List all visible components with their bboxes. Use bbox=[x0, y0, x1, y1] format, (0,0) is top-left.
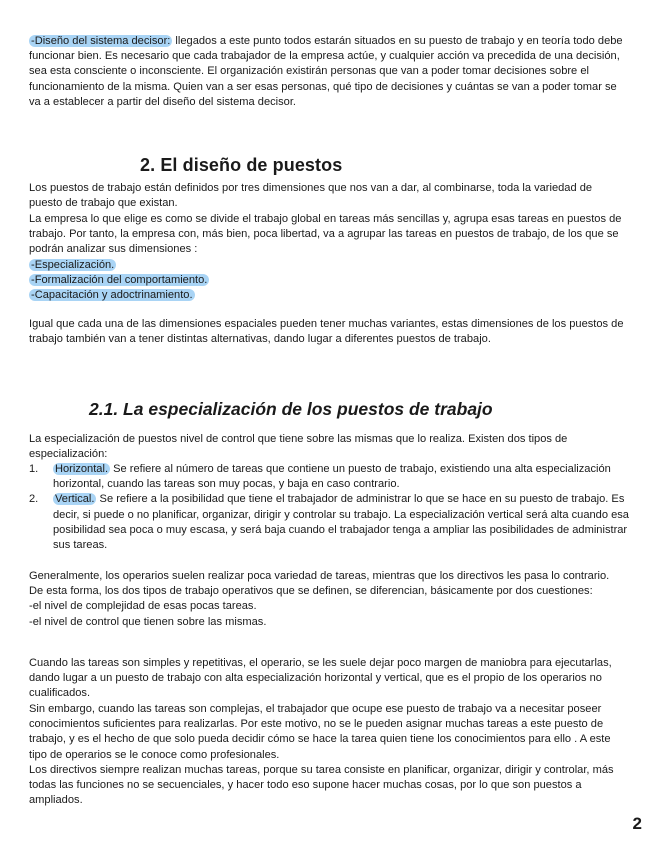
dimensions-list bbox=[29, 258, 625, 304]
list-item bbox=[29, 462, 629, 492]
paragraph-2-item-b: -el nivel de control que tienen sobre las mismas. bbox=[29, 615, 267, 628]
section-2-1-paragraph-4: Sin embargo, cuando las tareas son complejas, el trabajador que ocupe ese puesto de trabajo va a necesitar poseer conocimientos suficientes para realizarlas. Por este motivo, no se le pueden asignar muchas tareas a este puesto de trabajo, y es el hecho de que solo pueda decidir cómo se hace la tarea quien tiene los conocimientos para ello . A este tipo de operarios se le conoce como profesionales. bbox=[29, 703, 611, 761]
dimension-formalizacion: -Formalización del comportamiento. bbox=[31, 274, 208, 287]
section-2-1-paragraph-5: Los directivos siempre realizan muchas tareas, porque su tarea consiste en planificar, organizar, dirigir y controlar, más todas las funciones no se secuenciales, y hacer todo eso supone hacer muchas cosas, por lo que son puestos a ampliados. bbox=[29, 764, 614, 807]
section-2-paragraph-1: Los puestos de trabajo están definidos por tres dimensiones que nos van a dar, al combinarse, toda la variedad de puesto de trabajo que existan. bbox=[29, 182, 593, 210]
intro-paragraph bbox=[29, 34, 625, 110]
highlight-vertical: Vertical. bbox=[55, 493, 95, 506]
dimension-capacitacion: -Capacitación y adoctrinamiento. bbox=[31, 289, 193, 302]
list-item-text: Se refiere al número de tareas que contiene un puesto de trabajo, existiendo una alta especialización horizontal, cuando las tareas son muy pocas, y baja en caso contrario. bbox=[53, 463, 611, 491]
list-item-number: 2. bbox=[29, 493, 39, 506]
highlight-horizontal: Horizontal. bbox=[55, 463, 109, 475]
specialization-types-list bbox=[29, 462, 629, 553]
list-item-number: 1. bbox=[29, 463, 39, 475]
section-2-1-paragraph-2 bbox=[29, 569, 625, 630]
paragraph-2-item-a: -el nivel de complejidad de esas pocas tareas. bbox=[29, 600, 257, 613]
section-2-1-paragraph-3: Cuando las tareas son simples y repetitivas, el operario, se les suele dejar poco margen de maniobra para ejecutarlas, dando lugar a un puesto de trabajo con alta especialización horizontal y vertical, que es el propio de los operarios no cualificados. bbox=[29, 657, 612, 700]
dimension-especializacion: -Especialización. bbox=[31, 259, 115, 271]
list-item-text: Se refiere a la posibilidad que tiene el trabajador de administrar lo que se hace en su puesto de trabajo. Es decir, si puede o no planificar, organizar, dirigir y controlar su trabajo. La especialización vertical será alta cuando esa posibilidad sea poca o muy escasa, y será baja cuando el trabajador tenga a ampliar las posibilidades de administrar sus tareas. bbox=[53, 493, 629, 552]
section-2-1-paragraph-1: La especialización de puestos nivel de control que tiene sobre las mismas que lo realiza. Existen dos tipos de especialización: bbox=[29, 433, 568, 461]
paragraph-2-text: Generalmente, los operarios suelen realizar poca variedad de tareas, mientras que los directivos les pasa lo contrario. De esta forma, los dos tipos de trabajo operativos que se definen, se diferencian, básicamente por dos cuestiones: bbox=[29, 570, 610, 598]
section-2-1-heading: 2.1. La especialización de los puestos de trabajo bbox=[89, 399, 493, 419]
list-item bbox=[29, 492, 629, 553]
section-2-heading: 2. El diseño de puestos bbox=[140, 155, 343, 175]
page-number: 2 bbox=[632, 814, 642, 833]
intro-text: llegados a este punto todos estarán situados en su puesto de trabajo y en teoría todo debe funcionar bien. Es necesario que cada trabajador de la empresa actúe, y cualquier acción va precedida de una decisión, sea esta consciente o inconsciente. El organización existirán personas que van a poder tomar decisiones sobre el funcionamiento de la misma. Quien van a ser esas personas, qué tipo de decisiones y cuántas se van a poder tomar se va a establecer a partir del diseño del sistema decisor. bbox=[29, 35, 623, 108]
section-2-paragraph-3: Igual que cada una de las dimensiones espaciales pueden tener muchas variantes, estas dimensiones de los puestos de trabajo también van a tener distintas alternativas, dando lugar a diferentes puestos de trabajo. bbox=[29, 318, 624, 346]
highlight-diseno-sistema-decisor: -Diseño del sistema decisor: bbox=[31, 35, 171, 47]
section-2-paragraph-2: La empresa lo que elige es como se divide el trabajo global en tareas más sencillas y, agrupa esas tareas en puestos de trabajo. Por tanto, la empresa con, más bien, poca libertad, va a agrupar las tareas en puestos de trabajo, de los que se podrán analizar sus dimensiones : bbox=[29, 213, 622, 256]
